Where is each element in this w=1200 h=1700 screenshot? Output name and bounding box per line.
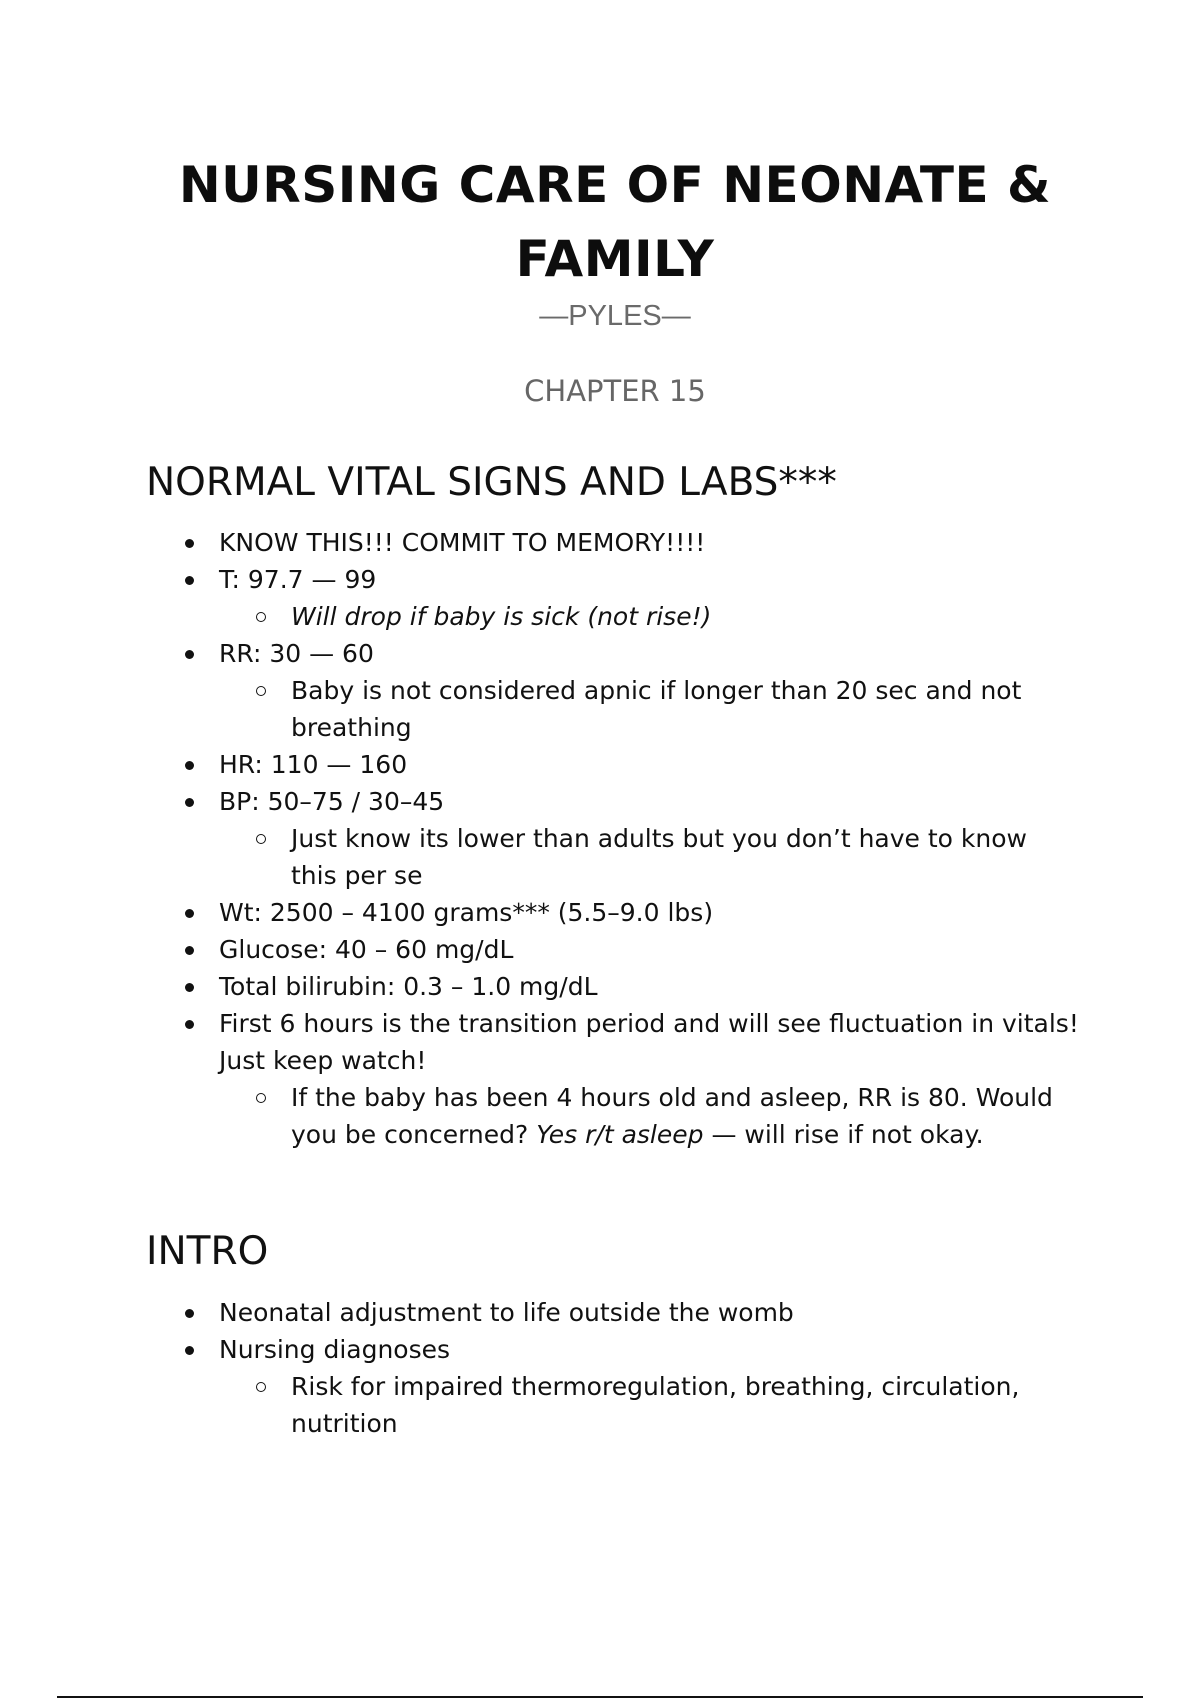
bullet-icon (185, 1346, 194, 1355)
list-item (0, 931, 1200, 968)
bullet-icon (185, 798, 194, 807)
list-item (0, 1005, 1200, 1153)
sub-list-item-text: Will drop if baby is sick (not rise!) (291, 602, 712, 631)
sub-list-item (219, 1368, 1080, 1442)
bullet-icon (185, 909, 194, 918)
list-item (0, 968, 1200, 1005)
sub-list (219, 598, 1080, 635)
sub-list-item (219, 672, 1080, 746)
list-item (0, 783, 1200, 894)
sub-bullet-icon (256, 686, 266, 696)
sub-list (219, 672, 1080, 746)
list-item-text: T: 97.7 — 99 (219, 565, 377, 594)
author-line: —PYLES— (539, 300, 691, 332)
bullet-icon (185, 1020, 194, 1029)
list-item-text: Wt: 2500 – 4100 grams*** (5.5–9.0 lbs) (219, 898, 714, 927)
footer-rule (57, 1696, 1143, 1698)
vitals-list (0, 524, 1200, 1153)
list-item-text: Neonatal adjustment to life outside the womb (219, 1298, 794, 1327)
document-title: NURSING CARE OF NEONATE & FAMILY (178, 156, 1052, 288)
sub-list-item-text: Just know its lower than adults but you don’t have to know this per se (291, 824, 1027, 890)
sub-bullet-icon (256, 612, 266, 622)
bullet-icon (185, 1309, 194, 1318)
section-heading-vitals: NORMAL VITAL SIGNS AND LABS*** (146, 460, 837, 505)
bullet-icon (185, 576, 194, 585)
bullet-icon (185, 983, 194, 992)
intro-list (0, 1294, 1200, 1442)
question-tail: — will rise if not okay. (703, 1120, 984, 1149)
sub-list-item-text: Risk for impaired thermoregulation, breathing, circulation, nutrition (291, 1372, 1020, 1438)
chapter-label: CHAPTER 15 (524, 374, 706, 408)
list-item (0, 746, 1200, 783)
question-emphasis: Yes r/t asleep (536, 1120, 704, 1149)
sub-bullet-icon (256, 834, 266, 844)
bullet-icon (185, 946, 194, 955)
sub-list (219, 1368, 1080, 1442)
list-item (0, 1331, 1200, 1442)
list-item-text: BP: 50–75 / 30–45 (219, 787, 445, 816)
sub-bullet-icon (256, 1382, 266, 1392)
list-item-text: KNOW THIS!!! COMMIT TO MEMORY!!!! (219, 528, 706, 557)
list-item (0, 524, 1200, 561)
list-item-text: Nursing diagnoses (219, 1335, 451, 1364)
list-item-text: RR: 30 — 60 (219, 639, 374, 668)
sub-list-item (219, 1079, 1080, 1153)
list-item-text: Glucose: 40 – 60 mg/dL (219, 935, 514, 964)
list-item-text: Total bilirubin: 0.3 – 1.0 mg/dL (219, 972, 598, 1001)
list-item (0, 635, 1200, 746)
sub-list-item (219, 598, 1080, 635)
bullet-icon (185, 650, 194, 659)
question-lead: If the baby has been 4 hours old and asleep, RR is 80. Would you be concerned? (291, 1083, 1053, 1149)
section-heading-intro: INTRO (146, 1229, 269, 1274)
bullet-icon (185, 539, 194, 548)
sub-list (219, 820, 1080, 894)
list-item-text: HR: 110 — 160 (219, 750, 408, 779)
sub-list-item (219, 820, 1080, 894)
list-item-text: First 6 hours is the transition period and will see fluctuation in vitals! Just keep watch! (219, 1009, 1079, 1075)
list-item (0, 561, 1200, 635)
sub-bullet-icon (256, 1093, 266, 1103)
list-item (0, 1294, 1200, 1331)
sub-list (219, 1079, 1080, 1153)
list-item (0, 894, 1200, 931)
sub-list-item-text: Baby is not considered apnic if longer than 20 sec and not breathing (291, 676, 1022, 742)
bullet-icon (185, 761, 194, 770)
